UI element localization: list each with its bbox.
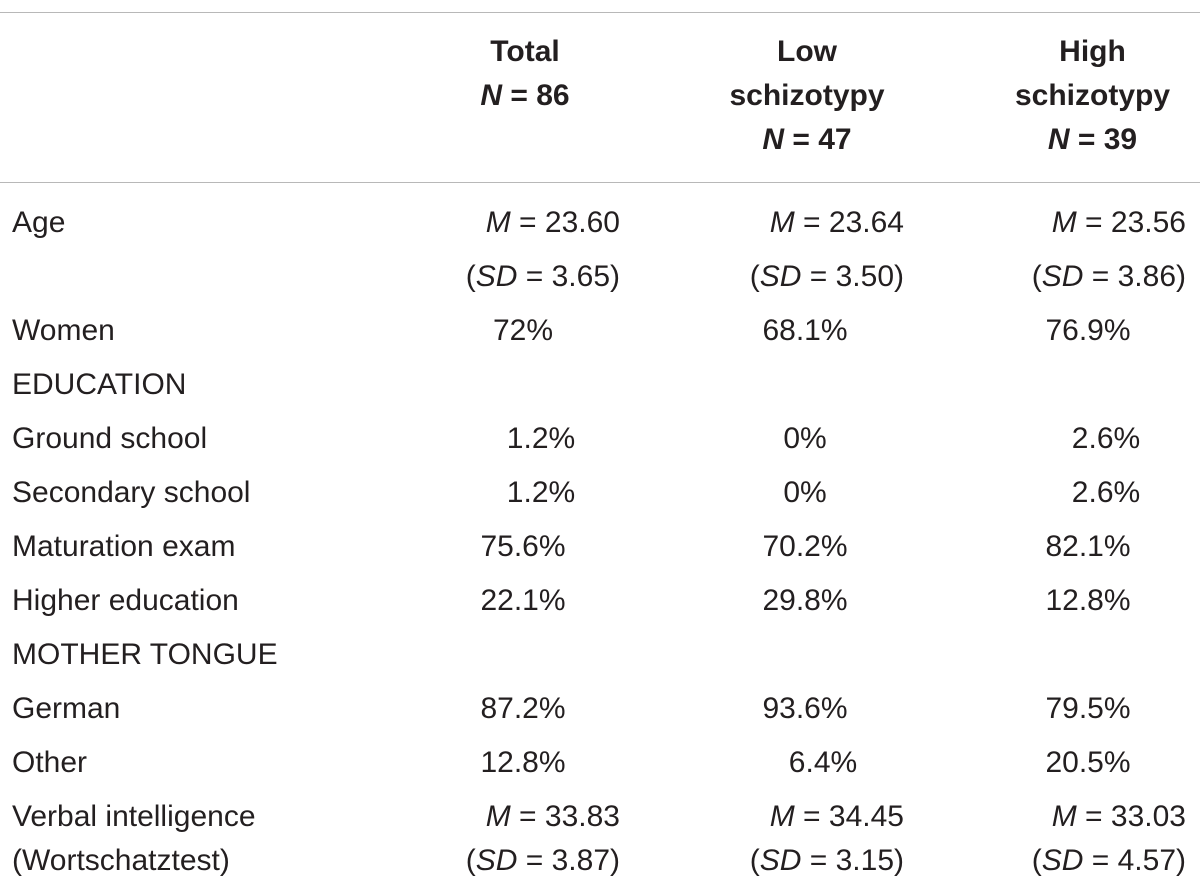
german-high: 79.5% (1045, 692, 1131, 725)
verbal-total-mean: M = 33.83 (485, 800, 620, 833)
table-row-other (0, 736, 1200, 790)
women-low: 68.1% (762, 314, 848, 347)
table-row-age-sd (0, 250, 1200, 304)
header-low-title-2: schizotypy (729, 79, 885, 112)
header-total-n: N = 86 (480, 79, 570, 112)
header-total (430, 30, 620, 118)
verbal-high-mean: M = 33.03 (1051, 800, 1186, 833)
table-row-german (0, 682, 1200, 736)
ground-school-total: 1.2% (506, 422, 576, 455)
german-low: 93.6% (762, 692, 848, 725)
section-heading-mother-tongue (0, 628, 1200, 682)
verbal-high-sd: (SD = 4.57) (1031, 844, 1186, 877)
age-high-mean: M = 23.56 (1051, 206, 1186, 239)
ground-school-high: 2.6% (1071, 422, 1141, 455)
secondary-school-total: 1.2% (506, 476, 576, 509)
header-total-title: Total (490, 35, 560, 68)
verbal-low-mean: M = 34.45 (769, 800, 904, 833)
age-total-mean: M = 23.60 (485, 206, 620, 239)
section-label: MOTHER TONGUE (12, 638, 278, 671)
verbal-low-sd: (SD = 3.15) (749, 844, 904, 877)
table-row-ground-school (0, 412, 1200, 466)
secondary-school-low: 0% (783, 476, 827, 509)
age-total-sd: (SD = 3.65) (465, 260, 620, 293)
age-high-sd: (SD = 3.86) (1031, 260, 1186, 293)
table-row-women (0, 304, 1200, 358)
table-row-verbal-intelligence-sd (0, 834, 1200, 888)
section-heading-education (0, 358, 1200, 412)
other-total: 12.8% (480, 746, 566, 779)
age-low-mean: M = 23.64 (769, 206, 904, 239)
header-high-schizotypy (995, 30, 1190, 162)
header-high-title-2: schizotypy (1014, 79, 1171, 112)
table-row-age (0, 196, 1200, 250)
maturation-exam-high: 82.1% (1045, 530, 1131, 563)
maturation-exam-total: 75.6% (480, 530, 566, 563)
ground-school-low: 0% (783, 422, 827, 455)
row-label: Other (12, 746, 88, 779)
row-label: Maturation exam (12, 530, 236, 563)
row-label: Age (12, 206, 66, 239)
row-label-sub: (Wortschatztest) (12, 844, 230, 877)
maturation-exam-low: 70.2% (762, 530, 848, 563)
header-high-title-1: High (1059, 35, 1126, 68)
row-label: Women (12, 314, 115, 347)
top-rule (0, 12, 1200, 13)
header-low-schizotypy (712, 30, 902, 162)
german-total: 87.2% (480, 692, 566, 725)
row-label: Secondary school (12, 476, 251, 509)
other-high: 20.5% (1045, 746, 1131, 779)
secondary-school-high: 2.6% (1071, 476, 1141, 509)
age-low-sd: (SD = 3.50) (749, 260, 904, 293)
row-label: Verbal intelligence (12, 800, 256, 833)
section-label: EDUCATION (12, 368, 187, 401)
header-low-n: N = 47 (762, 123, 852, 156)
header-high-n: N = 39 (1047, 123, 1138, 156)
table-row-higher-education (0, 574, 1200, 628)
row-label: Ground school (12, 422, 208, 455)
table-row-secondary-school (0, 466, 1200, 520)
women-total: 72% (492, 314, 554, 347)
header-rule (0, 182, 1200, 183)
row-label: Higher education (12, 584, 239, 617)
women-high: 76.9% (1045, 314, 1131, 347)
higher-education-total: 22.1% (480, 584, 566, 617)
header-low-title-1: Low (777, 35, 837, 68)
verbal-total-sd: (SD = 3.87) (465, 844, 620, 877)
higher-education-high: 12.8% (1045, 584, 1131, 617)
table-row-maturation-exam (0, 520, 1200, 574)
row-label: German (12, 692, 121, 725)
higher-education-low: 29.8% (762, 584, 848, 617)
other-low: 6.4% (788, 746, 858, 779)
